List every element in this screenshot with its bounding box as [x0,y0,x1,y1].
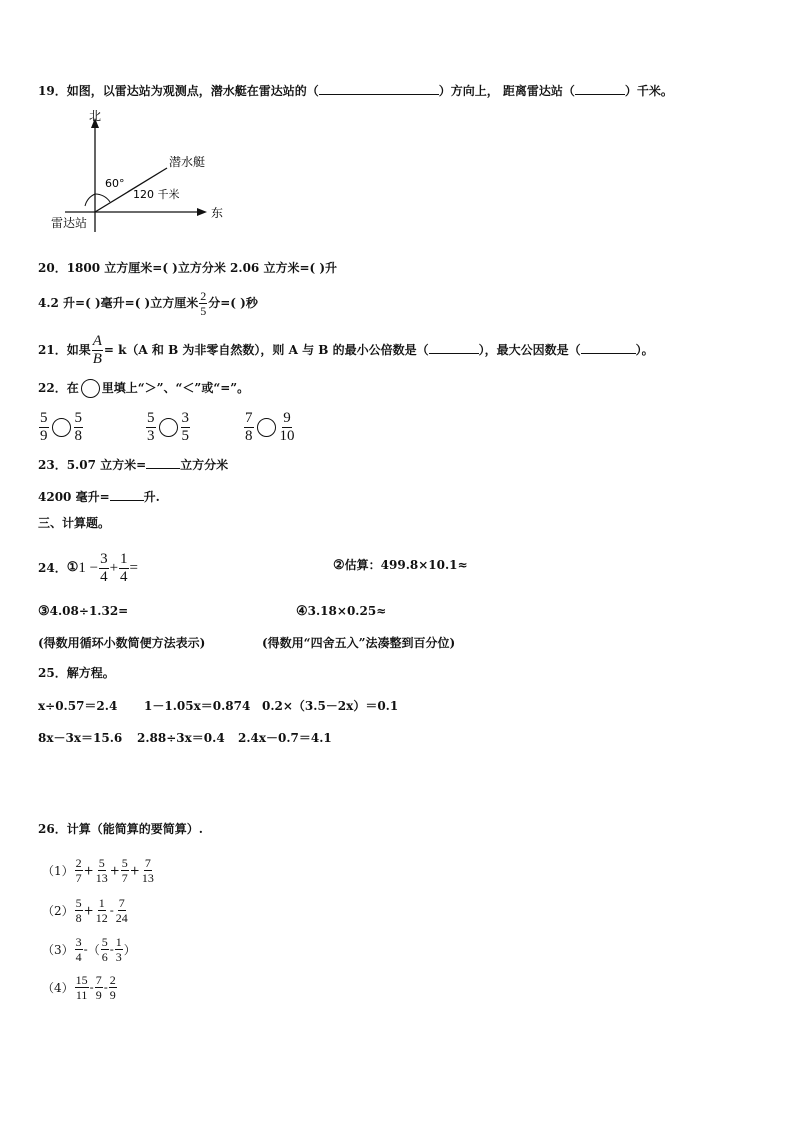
q21-line [38,334,654,367]
q22-compare-2 [145,411,191,444]
q24-part-2 [333,556,468,575]
q26-item-1: （1） $\frac{2}{7}$ + $\frac{5}{13}$ + $\frac{5}{7}$ + $\frac{7}{13}$ [42,856,154,885]
q25-eq-1-2: 1－1.05x＝0.874 [144,699,251,713]
q23-line-2 [38,488,160,506]
submarine-label: 潜水艇 [169,155,206,169]
q24-note-1: (得数用循环小数简便方法表示) [38,636,206,650]
q24-p1-expr: 1 − $\frac{3}{4}$ + $\frac{1}{4}$ = [78,551,139,585]
distance-label: 120 千米 [133,188,180,201]
q21-gcd-blank[interactable] [581,341,636,354]
q23-line2b: 升. [143,490,160,504]
q24-circled-3-icon: ③ [38,604,50,619]
q26-label-1: （1） [42,864,74,878]
q19-text-a: 19．如图，以雷达站为观测点，潜水艇在雷达站的（ [38,84,319,98]
q20-line-2 [38,290,258,317]
q24-note-2: (得数用“四舍五入”法凑整到百分位) [262,636,456,650]
q21-fraction-a-over-b: $\frac{A}{B}$ [92,333,102,367]
q26-label-3: （3） [42,943,74,957]
q24-label: 24． [38,560,67,575]
q24-circled-2-icon: ② [333,558,345,573]
q19-line [38,82,673,100]
q22-3-right-fraction: $\frac{9}{10}$ [279,410,295,444]
q22-2-left-fraction: $\frac{5}{3}$ [147,410,155,444]
angle-label: 60° [105,177,125,190]
q25-eq-2-1: 8x－3x＝15.6 [38,731,123,745]
q24-p4: 3.18×0.25≈ [307,604,387,618]
q25-eq-2-2: 2.88÷3x＝0.4 [137,731,225,745]
q22-1-answer-circle[interactable] [52,418,71,437]
q24-circled-1-icon: ① [66,559,79,575]
station-label: 雷达站 [51,216,88,230]
q22-3-left-fraction: $\frac{7}{8}$ [245,410,253,444]
q21-end: ）。 [635,343,654,357]
q19-direction-blank[interactable] [319,82,439,95]
q22-1-right-fraction: $\frac{5}{8}$ [74,410,82,444]
q22-2-right-fraction: $\frac{3}{5}$ [181,410,189,444]
q22-post: 里填上“＞”、“＜”或“=”。 [101,381,250,395]
q24-part-3 [38,602,128,621]
q23-line-1 [38,456,228,474]
q24-circled-4-icon: ④ [296,604,308,619]
angle-arc-2 [95,194,110,202]
q22-compare-1 [38,411,84,444]
q25-eq-1-3: 0.2×（3.5－2x）＝0.1 [262,699,399,713]
q19-distance-blank[interactable] [575,82,625,95]
q22-2-answer-circle[interactable] [159,418,178,437]
q26-item-2: （2） $\frac{5}{8}$ + $\frac{1}{12}$ - $\frac{7}{24}$ [42,896,128,925]
q22-pre: 22．在 [38,381,79,395]
q23-line1b: 立方分米 [180,458,229,472]
q22-1-left-fraction: $\frac{5}{9}$ [40,410,48,444]
q22-circle-icon [81,379,100,398]
q20-line2a-text: 4.2 升=( )毫升=( )立方厘米 [38,296,199,310]
q26-label-4: （4） [42,981,74,995]
q24-p3: 4.08÷1.32= [49,604,129,618]
q25-title: 25．解方程。 [38,666,115,680]
q22-3-answer-circle[interactable] [257,418,276,437]
q26-item-3: （3） $\frac{3}{4}$ -（ $\frac{5}{6}$ - $\frac{1}{3}$ ） [42,935,136,964]
q25-eq-2-3: 2.4x－0.7＝4.1 [238,731,332,745]
q19-figure [45,110,235,240]
q21-pre: 21．如果 [38,343,91,357]
east-arrowhead [197,208,207,216]
q23-blank-1[interactable] [146,456,180,469]
q21-eq: = k（A 和 B 为非零自然数），则 A 与 B 的最小公倍数是（ [103,343,429,357]
q26-item-4: （4） $\frac{15}{11}$ - $\frac{7}{9}$ - $\frac{2}{9}$ [42,973,116,1002]
q23-line1a: 23．5.07 立方米= [38,458,147,472]
q20-fraction: $\frac{2}{5}$ [200,289,207,318]
q20-line1-text: 20．1800 立方厘米=( )立方分米 2.06 立方米=( )升 [38,261,338,275]
north-label: 北 [89,110,102,123]
q20-line-1 [38,259,337,277]
q24-p2: 估算：499.8×10.1≈ [344,558,468,572]
q21-mid: ），最大公因数是（ [478,343,581,357]
q26-label-2: （2） [42,904,74,918]
q22-compare-3 [243,411,297,444]
q25-eq-1-1: x÷0.57＝2.4 [38,699,118,713]
q22-line [38,379,249,398]
q23-blank-2[interactable] [110,488,144,501]
q19-text-b: ）方向上， 距离雷达站（ [438,84,575,98]
q24-line-1 [38,552,138,585]
q23-line2a: 4200 毫升= [38,490,110,504]
section-3-heading: 三、计算题。 [38,516,111,530]
q26-title: 26．计算（能简算的要简算）. [38,822,203,836]
q20-line2b-text: 分=( )秒 [208,296,258,310]
q21-lcm-blank[interactable] [429,341,479,354]
q24-part-4 [296,602,386,621]
east-label: 东 [211,206,224,220]
angle-arc [85,194,95,206]
q19-text-c: ）千米。 [624,84,673,98]
